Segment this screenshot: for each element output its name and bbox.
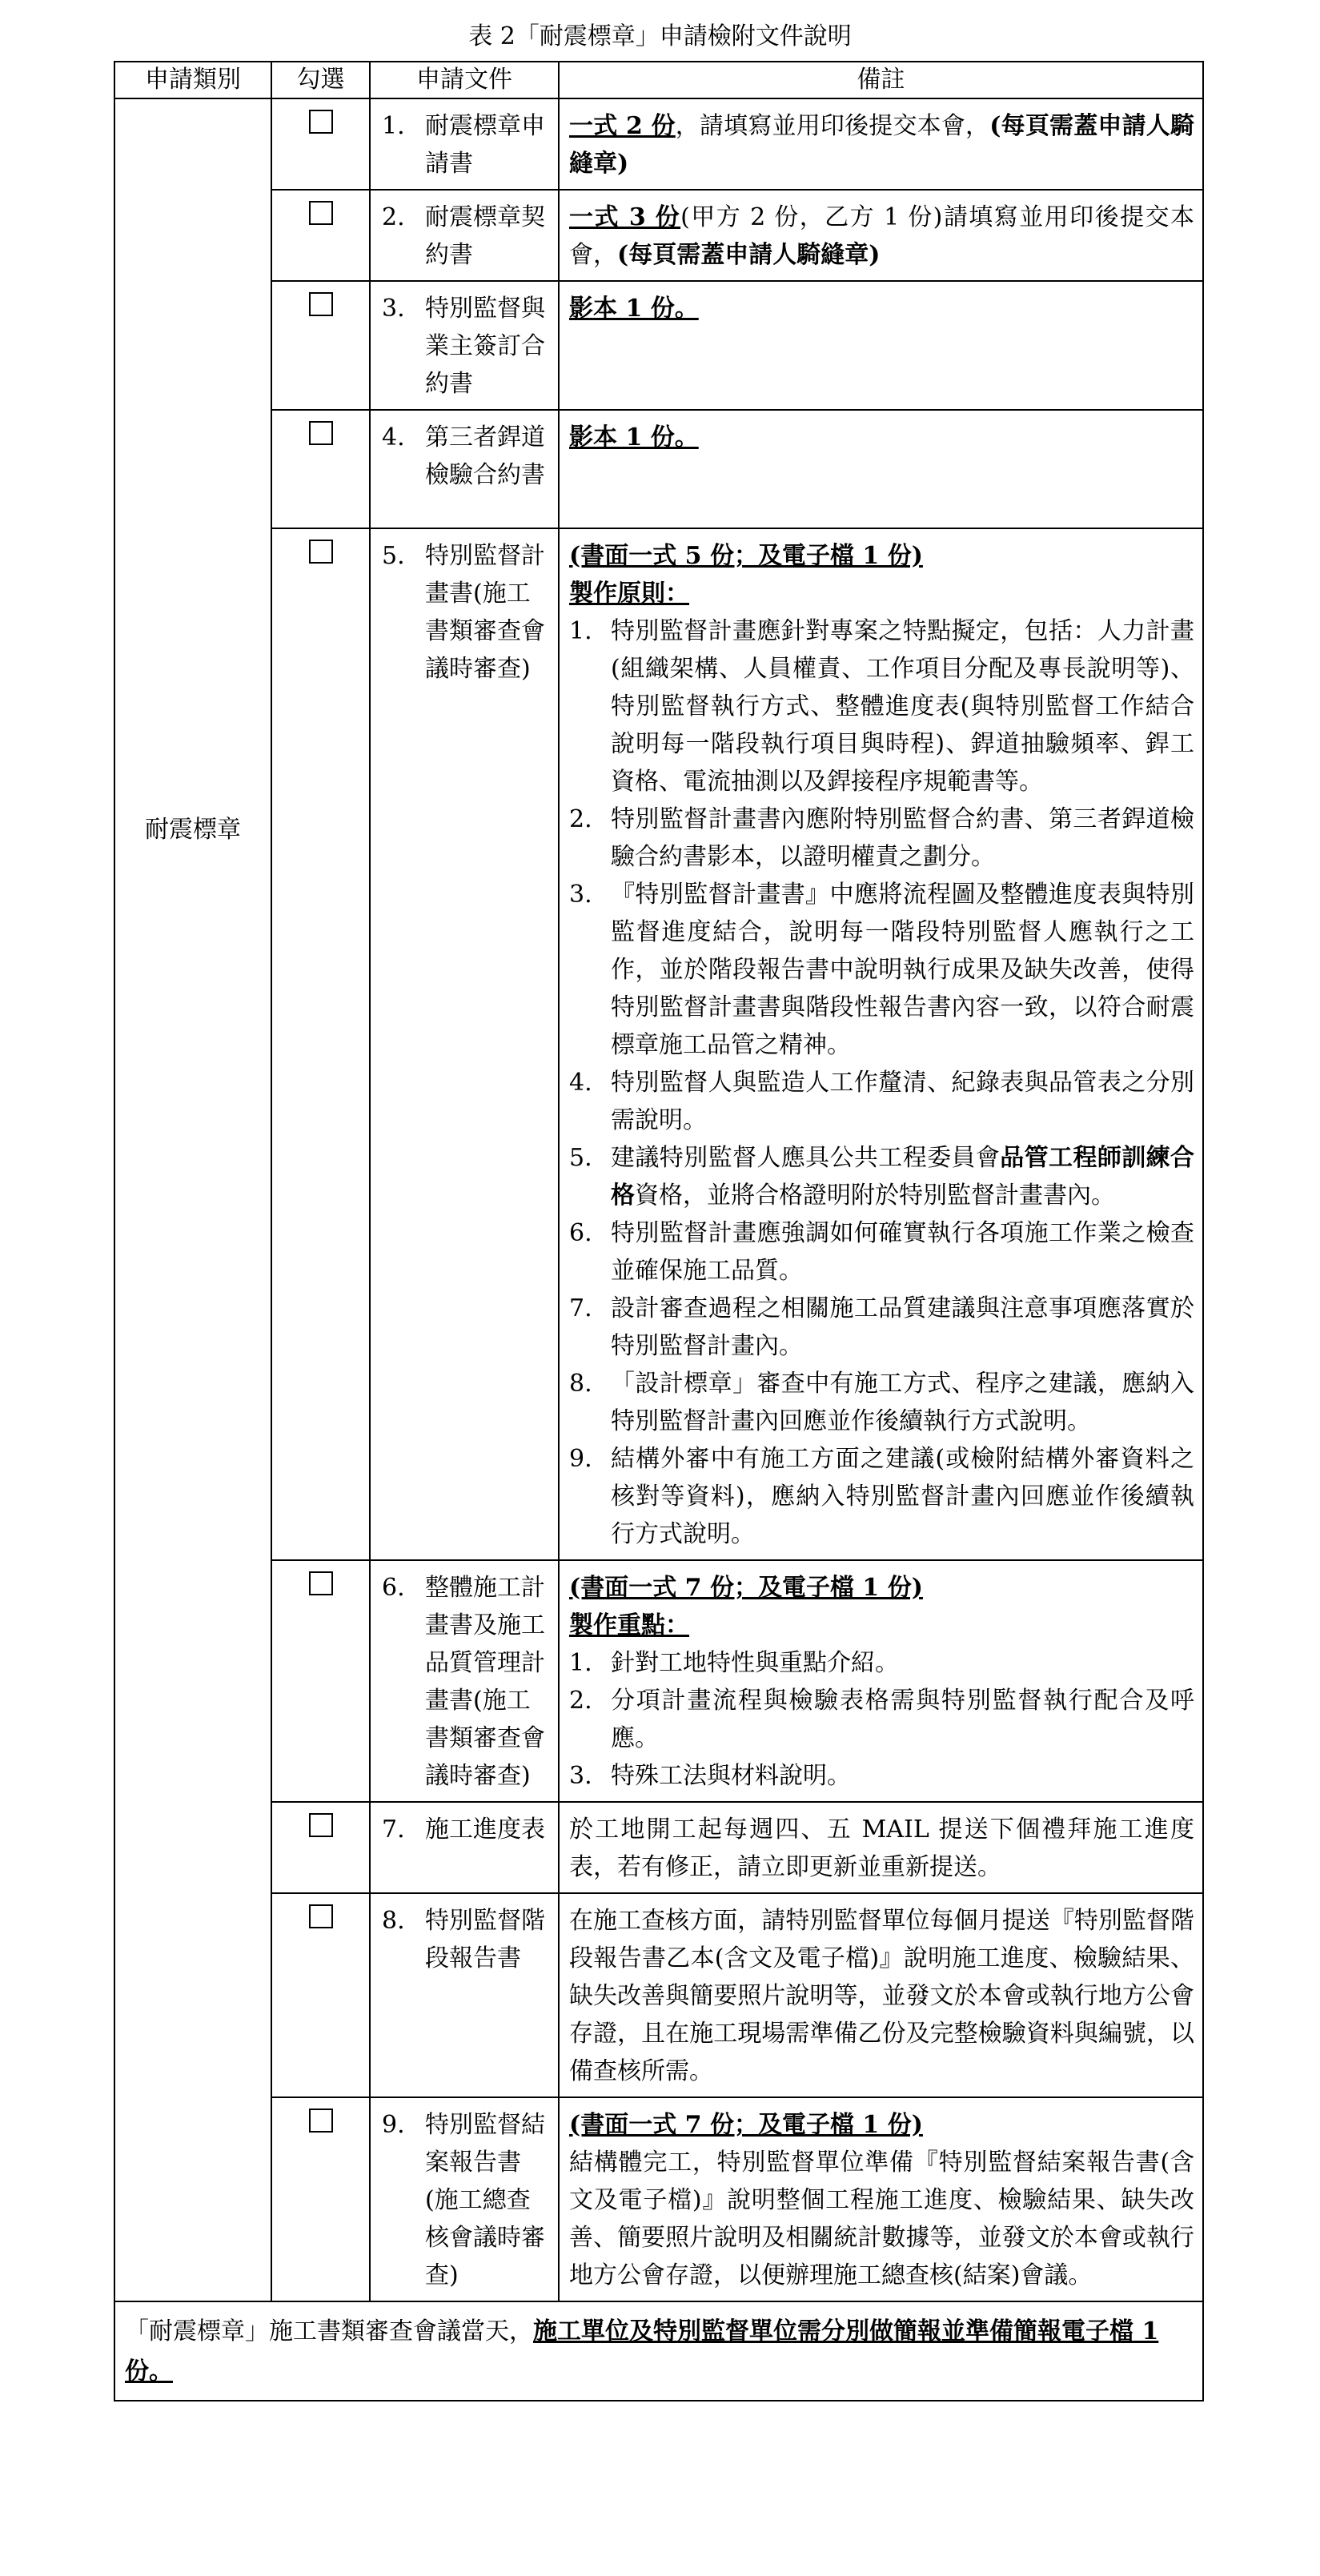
remark-cell: [559, 410, 1203, 528]
text-run: 特別監督人與監造人工作釐清、紀錄表與品管表之分別需說明。: [611, 1069, 1194, 1134]
text-run: 針對工地特性與重點介紹。: [611, 1649, 899, 1677]
text-run: ，請填寫並用印後提交本會，: [675, 112, 990, 140]
doc-name: 特別監督與業主簽訂合約書: [425, 295, 545, 398]
list-item-number: 1.: [569, 617, 592, 645]
list-item-number: 9.: [569, 1445, 592, 1473]
checkbox-5[interactable]: [309, 540, 333, 564]
list-item-text: [611, 1214, 1194, 1290]
list-item-number: 3.: [569, 881, 592, 909]
list-item: [569, 1214, 1194, 1290]
list-item-number: 6.: [569, 1219, 592, 1247]
doc-number: 5.: [382, 542, 405, 570]
list-item-text: [611, 612, 1194, 800]
table-row: [114, 2097, 1203, 2301]
list-item-text: [611, 1644, 1194, 1682]
list-item: [569, 1290, 1194, 1365]
table-row: [114, 1893, 1203, 2097]
text-run: 「設計標章」審查中有施工方式、程序之建議，應納入特別監督計畫內回應並作後續執行方式說明。: [611, 1370, 1194, 1435]
footer-note: [114, 2301, 1203, 2401]
checkbox-8[interactable]: [309, 1904, 333, 1928]
text-run: 一式 2 份: [569, 112, 676, 140]
list-item-number: 2.: [569, 805, 592, 833]
remark-heading: (書面一式 7 份；及電子檔 1 份): [569, 2111, 923, 2139]
text-run: 『特別監督計畫書』中應將流程圖及整體進度表與特別監督進度結合，說明每一階段特別監督人應執行之工作，並於階段報告書中說明執行成果及缺失改善，使得特別監督計畫書與階段性報告書內容一致，以符合耐震標章施工品管之精神。: [611, 881, 1194, 1059]
doc-number: 1.: [382, 112, 405, 140]
table-row: [114, 98, 1203, 190]
list-item: [569, 1064, 1194, 1139]
table-title: 表 2「耐震標章」申請檢附文件說明: [468, 22, 852, 50]
text-run: 資格，並將合格證明附於特別監督計畫書內。: [635, 1182, 1115, 1210]
footer-row: [114, 2301, 1203, 2401]
doc-name: 耐震標章申請書: [425, 112, 545, 178]
remark-cell: [559, 528, 1203, 1560]
list-item-text: [611, 800, 1194, 876]
list-item-number: 3.: [569, 1762, 592, 1790]
doc-number: 6.: [382, 1574, 405, 1602]
text-run: 品管工程師訓練合格: [611, 1144, 1195, 1210]
text-run: 特殊工法與材料說明。: [611, 1762, 851, 1790]
list-item-text: [611, 1682, 1194, 1757]
header-check: 勾選: [271, 62, 370, 98]
list-item: [569, 1757, 1194, 1795]
list-item-number: 4.: [569, 1069, 592, 1097]
remark-cell: [559, 1893, 1203, 2097]
list-item: [569, 1440, 1194, 1553]
text-run: 結構外審中有施工方面之建議(或檢附結構外審資料之核對等資料)，應納入特別監督計畫內回應並作後續執行方式說明。: [611, 1445, 1194, 1548]
checkbox-2[interactable]: [309, 201, 333, 225]
attachment-table: [114, 61, 1204, 2401]
doc-number: 3.: [382, 295, 405, 323]
list-item-number: 8.: [569, 1370, 592, 1398]
text-run: 特別監督計畫書內應附特別監督合約書、第三者銲道檢驗合約書影本，以證明權責之劃分。: [611, 805, 1194, 871]
table-row: [114, 1560, 1203, 1802]
doc-number: 2.: [382, 203, 405, 231]
text-run: 在施工查核方面，請特別監督單位每個月提送『特別監督階段報告書乙本(含文及電子檔)』說明施工進度、檢驗結果、缺失改善與簡要照片說明等，並發文於本會或執行地方公會存證，且在施工現場需準備乙份及完整檢驗資料與編號，以備查核所需。: [569, 1907, 1194, 2085]
checkbox-6[interactable]: [309, 1571, 333, 1595]
text-run: 特別監督計畫應針對專案之特點擬定，包括：人力計畫(組織架構、人員權責、工作項目分配及專長說明等)、特別監督執行方式、整體進度表(與特別監督工作結合說明每一階段執行項目與時程)、銲道抽驗頻率、銲工資格、電流抽測以及銲接程序規範書等。: [611, 617, 1194, 796]
text-run: 影本 1 份。: [569, 423, 699, 451]
list-item: [569, 876, 1194, 1064]
doc-name: 特別監督結案報告書(施工總查核會議時審查): [425, 2111, 545, 2289]
list-item-number: 1.: [569, 1649, 592, 1677]
list-item: [569, 800, 1194, 876]
checkbox-9[interactable]: [309, 2109, 333, 2133]
doc-name: 特別監督階段報告書: [425, 1907, 545, 1972]
remark-cell: [559, 2097, 1203, 2301]
checkbox-4[interactable]: [309, 421, 333, 445]
checkbox-3[interactable]: [309, 292, 333, 316]
category-cell-continued: [114, 1560, 271, 2301]
list-item-text: [611, 1290, 1194, 1365]
list-item-text: [611, 1064, 1194, 1139]
doc-name: 施工進度表: [425, 1816, 545, 1844]
text-run: 特別監督計畫應強調如何確實執行各項施工作業之檢查並確保施工品質。: [611, 1219, 1194, 1285]
list-item: [569, 1139, 1194, 1214]
header-document: 申請文件: [370, 62, 559, 98]
text-run: 建議特別監督人應具公共工程委員會: [611, 1144, 1001, 1172]
table-row: [114, 410, 1203, 528]
header-remark: 備註: [559, 62, 1203, 98]
list-item-text: [611, 1365, 1194, 1440]
list-item-text: [611, 876, 1194, 1064]
list-item-text: [611, 1440, 1194, 1553]
header-row: [114, 62, 1203, 98]
text-run: 結構體完工，特別監督單位準備『特別監督結案報告書(含文及電子檔)』說明整個工程施工進度、檢驗結果、缺失改善、簡要照片說明及相關統計數據等，並發文於本會或執行地方公會存證，以便辦理施工總查核(結案)會議。: [569, 2149, 1194, 2289]
list-item: [569, 1644, 1194, 1682]
text-run: (甲方 2 份，乙方 1 份)請填寫並用印後提交本會，: [569, 203, 1194, 269]
remark-subheading: 製作重點：: [569, 1611, 689, 1639]
doc-name: 整體施工計畫書及施工品質管理計畫書(施工書類審查會議時審查): [425, 1574, 545, 1790]
header-category: 申請類別: [114, 62, 271, 98]
category-cell: [114, 98, 271, 1560]
remark-heading: (書面一式 7 份；及電子檔 1 份): [569, 1574, 923, 1602]
doc-number: 8.: [382, 1907, 405, 1935]
remark-cell: [559, 281, 1203, 410]
doc-number: 9.: [382, 2111, 405, 2139]
doc-name: 第三者銲道檢驗合約書: [425, 423, 545, 489]
list-item: [569, 1365, 1194, 1440]
list-item-number: 2.: [569, 1687, 592, 1715]
table-row: [114, 1802, 1203, 1893]
remark-cell: [559, 98, 1203, 190]
table-row: [114, 528, 1203, 1560]
remark-cell: [559, 1560, 1203, 1802]
text-run: 設計審查過程之相關施工品質建議與注意事項應落實於特別監督計畫內。: [611, 1294, 1194, 1360]
list-item-number: 5.: [569, 1144, 592, 1172]
checkbox-1[interactable]: [309, 110, 333, 134]
doc-number: 4.: [382, 423, 405, 451]
text-run: 於工地開工起每週四、五 MAIL 提送下個禮拜施工進度表，若有修正，請立即更新並重新提送。: [569, 1816, 1194, 1881]
text-run: 施工單位及特別監督單位需分別做簡報並準備簡報電子檔 1 份。: [125, 2317, 1159, 2385]
text-run: (每頁需蓋申請人騎縫章): [569, 112, 1194, 178]
remark-subheading: 製作原則：: [569, 580, 689, 608]
remark-heading: (書面一式 5 份；及電子檔 1 份): [569, 542, 923, 570]
remark-cell: [559, 1802, 1203, 1893]
text-run: 「耐震標章」施工書類審查會議當天，: [125, 2317, 533, 2345]
doc-name: 特別監督計畫書(施工書類審查會議時審查): [425, 542, 545, 683]
list-item-text: [611, 1139, 1194, 1214]
list-item-number: 7.: [569, 1294, 592, 1322]
doc-number: 7.: [382, 1816, 405, 1844]
list-item: [569, 612, 1194, 800]
text-run: 分項計畫流程與檢驗表格需與特別監督執行配合及呼應。: [611, 1687, 1194, 1752]
text-run: (每頁需蓋申請人騎縫章): [617, 241, 881, 269]
text-run: 一式 3 份: [569, 203, 681, 231]
checkbox-7[interactable]: [309, 1813, 333, 1837]
text-run: 影本 1 份。: [569, 295, 699, 323]
category-label: 耐震標章: [145, 816, 241, 844]
table-row: [114, 190, 1203, 281]
doc-name: 耐震標章契約書: [425, 203, 545, 269]
list-item: [569, 1682, 1194, 1757]
remark-cell: [559, 190, 1203, 281]
list-item-text: [611, 1757, 1194, 1795]
table-row: [114, 281, 1203, 410]
